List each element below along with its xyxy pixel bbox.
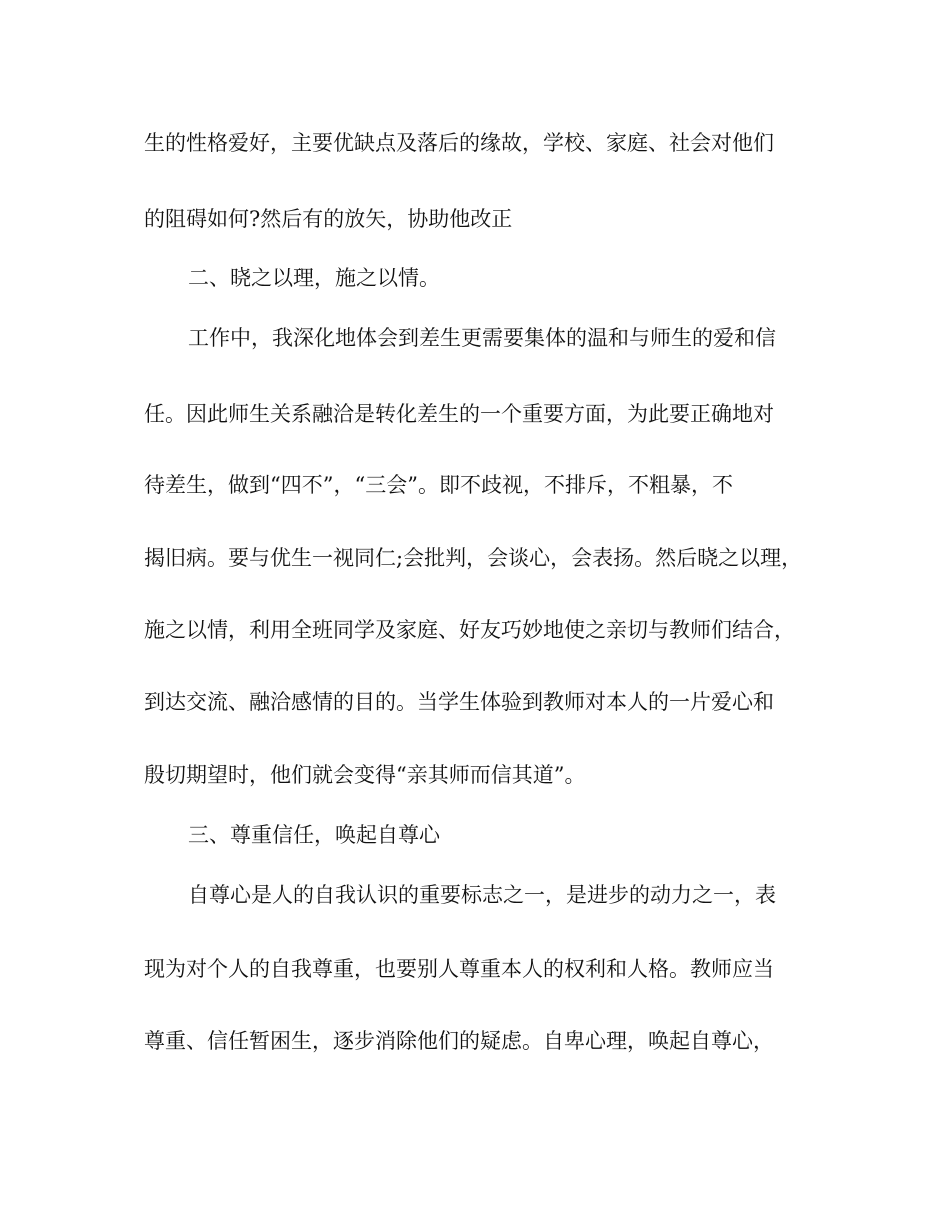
text-line: 殷切期望时，他们就会变得“亲其师而信其道”。 bbox=[144, 763, 586, 787]
text-line: 自尊心是人的自我认识的重要标志之一，是进步的动力之一，表 bbox=[188, 883, 776, 907]
text-line: 施之以情，利用全班同学及家庭、好友巧妙地使之亲切与教师们结合， bbox=[144, 618, 795, 642]
text-line: 生的性格爱好，主要优缺点及落后的缘故，学校、家庭、社会对他们 bbox=[144, 131, 774, 155]
section-heading: 三、尊重信任，唤起自尊心 bbox=[188, 823, 440, 847]
text-line: 待差生，做到“四不”，“三会”。即不歧视，不排斥，不粗暴，不 bbox=[144, 473, 733, 497]
text-line: 任。因此师生关系融洽是转化差生的一个重要方面，为此要正确地对 bbox=[144, 402, 774, 426]
text-line: 的阻碍如何?然后有的放矢，协助他改正 bbox=[144, 207, 513, 231]
text-line: 现为对个人的自我尊重，也要别人尊重本人的权利和人格。教师应当 bbox=[144, 957, 774, 981]
text-line: 揭旧病。要与优生一视同仁;会批判，会谈心，会表扬。然后晓之以理， bbox=[144, 546, 803, 570]
text-line: 尊重、信任暂困生，逐步消除他们的疑虑。自卑心理，唤起自尊心， bbox=[144, 1029, 774, 1053]
text-line: 工作中，我深化地体会到差生更需要集体的温和与师生的爱和信 bbox=[188, 326, 776, 350]
text-line: 到达交流、融洽感情的目的。当学生体验到教师对本人的一片爱心和 bbox=[144, 690, 774, 714]
section-heading: 二、晓之以理，施之以情。 bbox=[188, 266, 440, 290]
